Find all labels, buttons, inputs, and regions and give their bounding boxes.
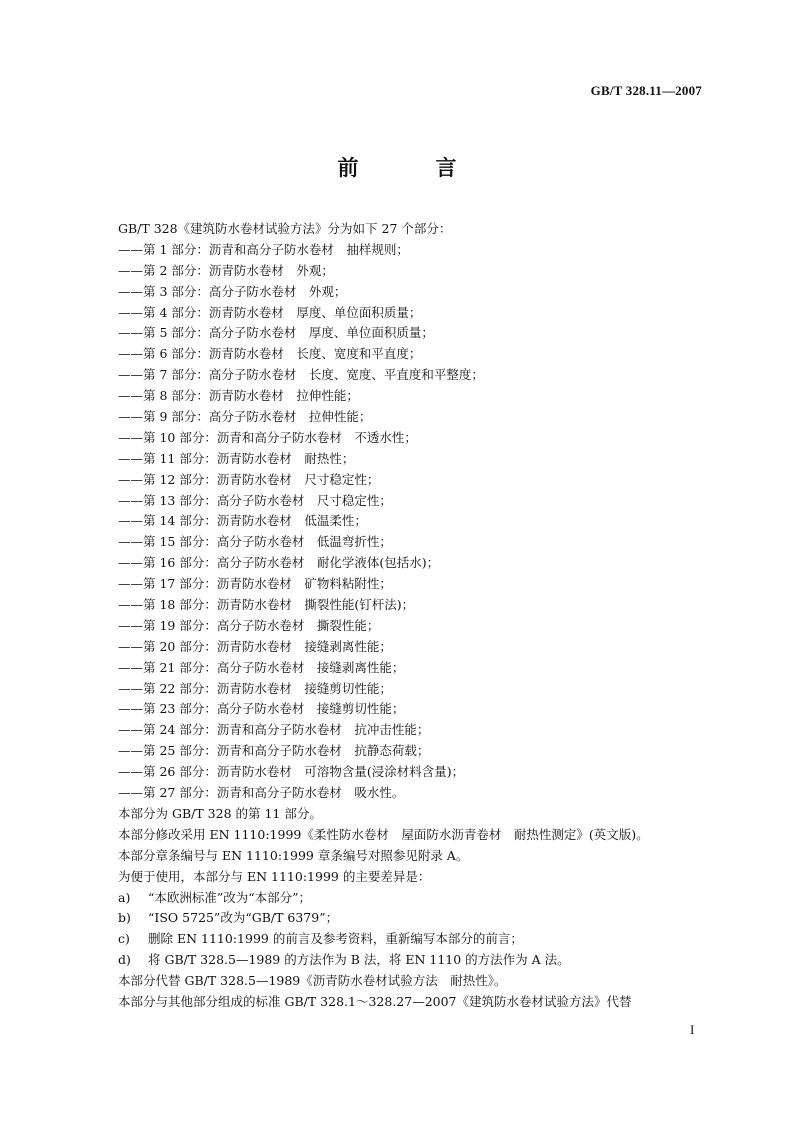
part-item: ——第 19 部分：高分子防水卷材 撕裂性能； bbox=[118, 617, 380, 633]
part-item: ——第 9 部分：高分子防水卷材 拉伸性能； bbox=[118, 409, 372, 425]
part-item: ——第 12 部分：沥青防水卷材 尺寸稳定性； bbox=[118, 471, 380, 487]
part-item: ——第 5 部分：高分子防水卷材 厚度、单位面积质量； bbox=[118, 325, 434, 341]
document-body bbox=[118, 219, 718, 1013]
difference-item bbox=[118, 908, 718, 929]
relation-paragraph: 本部分与其他部分组成的标准 GB/T 328.1～328.27—2007《建筑防水卷材试验方法》代替 bbox=[118, 993, 632, 1009]
differences-intro: 为便于使用，本部分与 EN 1110:1999 的主要差异是： bbox=[118, 868, 431, 884]
numbering-paragraph: 本部分章条编号与 EN 1110:1999 章条编号对照参见附录 A。 bbox=[118, 847, 469, 863]
item-text: 将 GB/T 328.5—1989 的方法作为 B 法，将 EN 1110 的方法作为 A 法。 bbox=[148, 952, 570, 968]
part-item: ——第 11 部分：沥青防水卷材 耐热性； bbox=[118, 450, 355, 466]
part-item: ——第 21 部分：高分子防水卷材 接缝剥离性能； bbox=[118, 659, 405, 675]
part-item: ——第 18 部分：沥青防水卷材 撕裂性能(钉杆法)； bbox=[118, 597, 415, 613]
replaces-paragraph: 本部分代替 GB/T 328.5—1989《沥青防水卷材试验方法 耐热性》。 bbox=[118, 973, 507, 989]
item-text: “ISO 5725”改为“GB/T 6379”； bbox=[148, 910, 339, 926]
part-item: ——第 26 部分：沥青防水卷材 可溶物含量(浸涂材料含量)； bbox=[118, 764, 465, 780]
item-text: “本欧洲标准”改为“本部分”； bbox=[148, 889, 312, 905]
difference-item bbox=[118, 888, 718, 909]
part-item: ——第 10 部分：沥青和高分子防水卷材 不透水性； bbox=[118, 429, 417, 445]
difference-item bbox=[118, 929, 718, 950]
item-text: 删除 EN 1110:1999 的前言及参考资料，重新编写本部分的前言； bbox=[148, 931, 523, 947]
item-marker: c) bbox=[118, 931, 130, 947]
part-item: ——第 22 部分：沥青防水卷材 接缝剪切性能； bbox=[118, 680, 392, 696]
page-number: I bbox=[690, 1022, 695, 1037]
this-part-paragraph: 本部分为 GB/T 328 的第 11 部分。 bbox=[118, 805, 322, 821]
part-item: ——第 24 部分：沥青和高分子防水卷材 抗冲击性能； bbox=[118, 722, 430, 738]
part-item: ——第 25 部分：沥青和高分子防水卷材 抗静态荷载； bbox=[118, 743, 430, 759]
intro-paragraph: GB/T 328《建筑防水卷材试验方法》分为如下 27 个部分： bbox=[118, 221, 452, 236]
part-item: ——第 13 部分：高分子防水卷材 尺寸稳定性； bbox=[118, 492, 392, 508]
page-title: 前 言 bbox=[337, 155, 485, 180]
item-marker: a) bbox=[118, 889, 131, 905]
part-item: ——第 8 部分：沥青防水卷材 拉伸性能； bbox=[118, 388, 359, 404]
part-item: ——第 27 部分：沥青和高分子防水卷材 吸水性。 bbox=[118, 785, 405, 801]
part-item: ——第 14 部分：沥青防水卷材 低温柔性； bbox=[118, 513, 367, 529]
part-item: ——第 20 部分：沥青防水卷材 接缝剥离性能； bbox=[118, 638, 392, 654]
part-item: ——第 4 部分：沥青防水卷材 厚度、单位面积质量； bbox=[118, 304, 422, 320]
part-item: ——第 3 部分：高分子防水卷材 外观； bbox=[118, 283, 347, 299]
part-item: ——第 6 部分：沥青防水卷材 长度、宽度和平直度； bbox=[118, 346, 422, 362]
part-item: ——第 7 部分：高分子防水卷材 长度、宽度、平直度和平整度； bbox=[118, 367, 484, 383]
part-item: ——第 23 部分：高分子防水卷材 接缝剪切性能； bbox=[118, 701, 405, 717]
part-item: ——第 15 部分：高分子防水卷材 低温弯折性； bbox=[118, 534, 392, 550]
item-marker: b) bbox=[118, 910, 131, 926]
part-item: ——第 1 部分：沥青和高分子防水卷材 抽样规则； bbox=[118, 241, 409, 257]
part-item: ——第 16 部分：高分子防水卷材 耐化学液体(包括水)； bbox=[118, 555, 440, 571]
part-item: ——第 17 部分：沥青防水卷材 矿物料粘附性； bbox=[118, 576, 392, 592]
item-marker: d) bbox=[118, 952, 131, 968]
difference-item bbox=[118, 950, 718, 971]
differences-list bbox=[118, 888, 718, 972]
standard-code: GB/T 328.11—2007 bbox=[590, 83, 702, 98]
parts-list bbox=[118, 240, 718, 804]
adoption-paragraph: 本部分修改采用 EN 1110:1999《柔性防水卷材 屋面防水沥青卷材 耐热性测定》(英文版)。 bbox=[118, 826, 649, 842]
part-item: ——第 2 部分：沥青防水卷材 外观； bbox=[118, 262, 334, 278]
